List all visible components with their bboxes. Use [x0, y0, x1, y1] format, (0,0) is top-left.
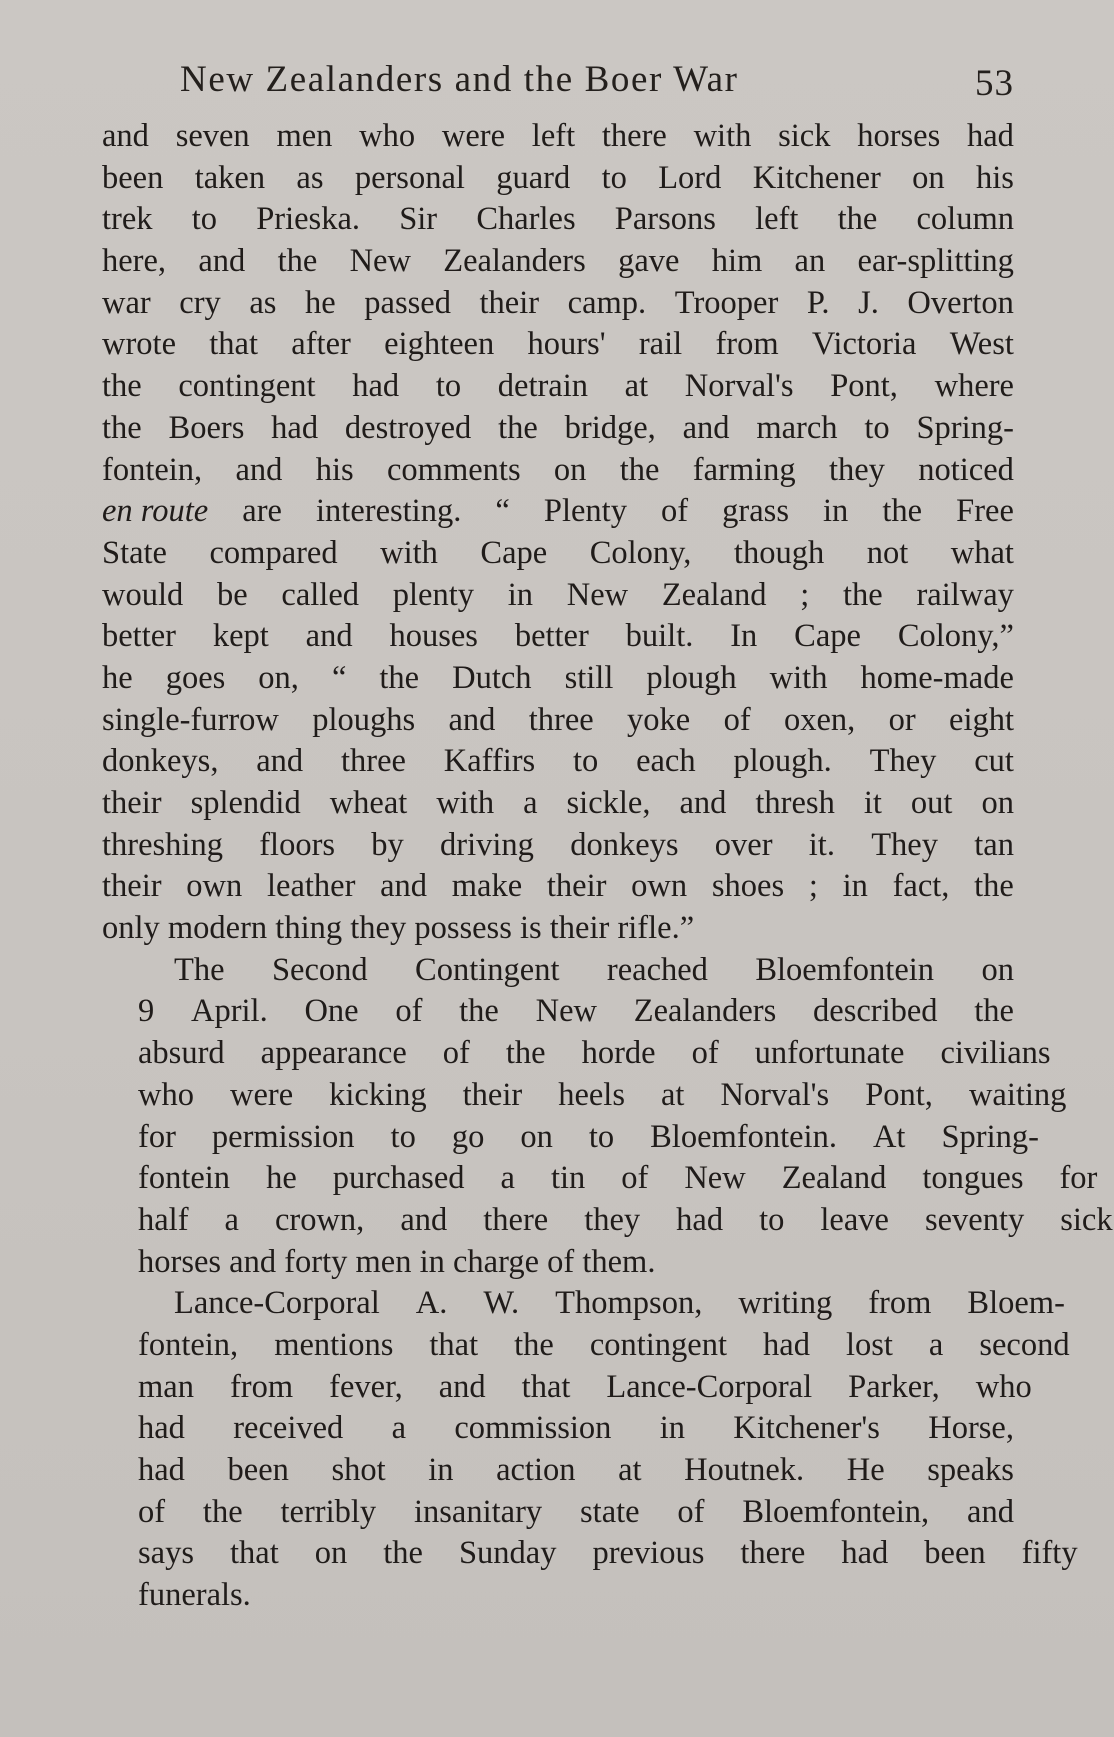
- text-line: would be called plenty in New Zealand ; the railway: [102, 576, 1014, 613]
- text-line: 9 April. One of the New Zealanders described the: [138, 993, 1014, 1030]
- body-text: [102, 116, 1113, 1617]
- text-line: had been shot in action at Houtnek. He speaks: [138, 1452, 1014, 1488]
- text-line: the Boers had destroyed the bridge, and march to Spring-: [102, 409, 1014, 446]
- text-line: here, and the New Zealanders gave him an ear-splitting: [102, 243, 1014, 280]
- text-line: funerals.: [138, 1577, 251, 1614]
- text-line: fontein he purchased a tin of New Zealand tongues for: [138, 1160, 1098, 1197]
- text-line: war cry as he passed their camp. Trooper P. J. Overton: [102, 284, 1014, 321]
- text-line: man from fever, and that Lance-Corporal Parker, who: [138, 1368, 1032, 1405]
- text-line: horses and forty men in charge of them.: [138, 1243, 656, 1280]
- running-head: [102, 52, 1014, 116]
- text-line: Lance-Corporal A. W. Thompson, writing from Bloem-: [174, 1285, 1065, 1322]
- italic-phrase: en route: [102, 493, 209, 530]
- text-line: donkeys, and three Kaffirs to each plough. They cut: [102, 743, 1014, 780]
- running-title: New Zealanders and the Boer War: [180, 59, 739, 100]
- text-line: wrote that after eighteen hours' rail from Victoria West: [102, 326, 1014, 363]
- text-line: had received a commission in Kitchener's Horse,: [138, 1410, 1014, 1447]
- text-line: half a crown, and there they had to leave seventy sick: [138, 1201, 1113, 1238]
- text-line: only modern thing they possess is their rifle.”: [102, 910, 695, 947]
- text-line: better kept and houses better built. In Cape Colony,”: [102, 618, 1014, 655]
- text-line: State compared with Cape Colony, though not what: [102, 534, 1014, 571]
- text-line: threshing floors by driving donkeys over it. They tan: [102, 826, 1014, 863]
- text-line: their own leather and make their own shoes ; in fact, the: [102, 868, 1014, 905]
- text-line: he goes on, “ the Dutch still plough with home-made: [102, 659, 1014, 696]
- text-line: who were kicking their heels at Norval's Pont, waiting: [138, 1076, 1067, 1113]
- text-line: for permission to go on to Bloemfontein. At Spring-: [138, 1118, 1039, 1155]
- book-page: [102, 52, 1113, 1617]
- text-line: been taken as personal guard to Lord Kitchener on his: [102, 159, 1014, 196]
- text-line: of the terribly insanitary state of Bloemfontein, and: [138, 1493, 1014, 1530]
- text-line-with-italic: en route are interesting. “ Plenty of grass in the Free: [102, 491, 1014, 533]
- text-line: says that on the Sunday previous there had been fifty: [138, 1535, 1078, 1572]
- page-number: 53: [975, 63, 1014, 104]
- paragraph-1: [102, 116, 1014, 950]
- text-line: the contingent had to detrain at Norval's Pont, where: [102, 368, 1014, 405]
- text-line: The Second Contingent reached Bloemfontein on: [174, 951, 1014, 988]
- text-line: single-furrow ploughs and three yoke of oxen, or eight: [102, 701, 1014, 738]
- text-line: their splendid wheat with a sickle, and thresh it out on: [102, 785, 1014, 821]
- text-line: fontein, and his comments on the farming they noticed: [102, 451, 1014, 488]
- paragraph-2: [102, 950, 1113, 1284]
- text-line: absurd appearance of the horde of unfortunate civilians: [138, 1035, 1051, 1072]
- text-line: trek to Prieska. Sir Charles Parsons left the column: [102, 201, 1014, 238]
- text-line: and seven men who were left there with sick horses had: [102, 118, 1014, 154]
- paragraph-3: [102, 1283, 1078, 1617]
- text-line: fontein, mentions that the contingent had lost a second: [138, 1326, 1070, 1363]
